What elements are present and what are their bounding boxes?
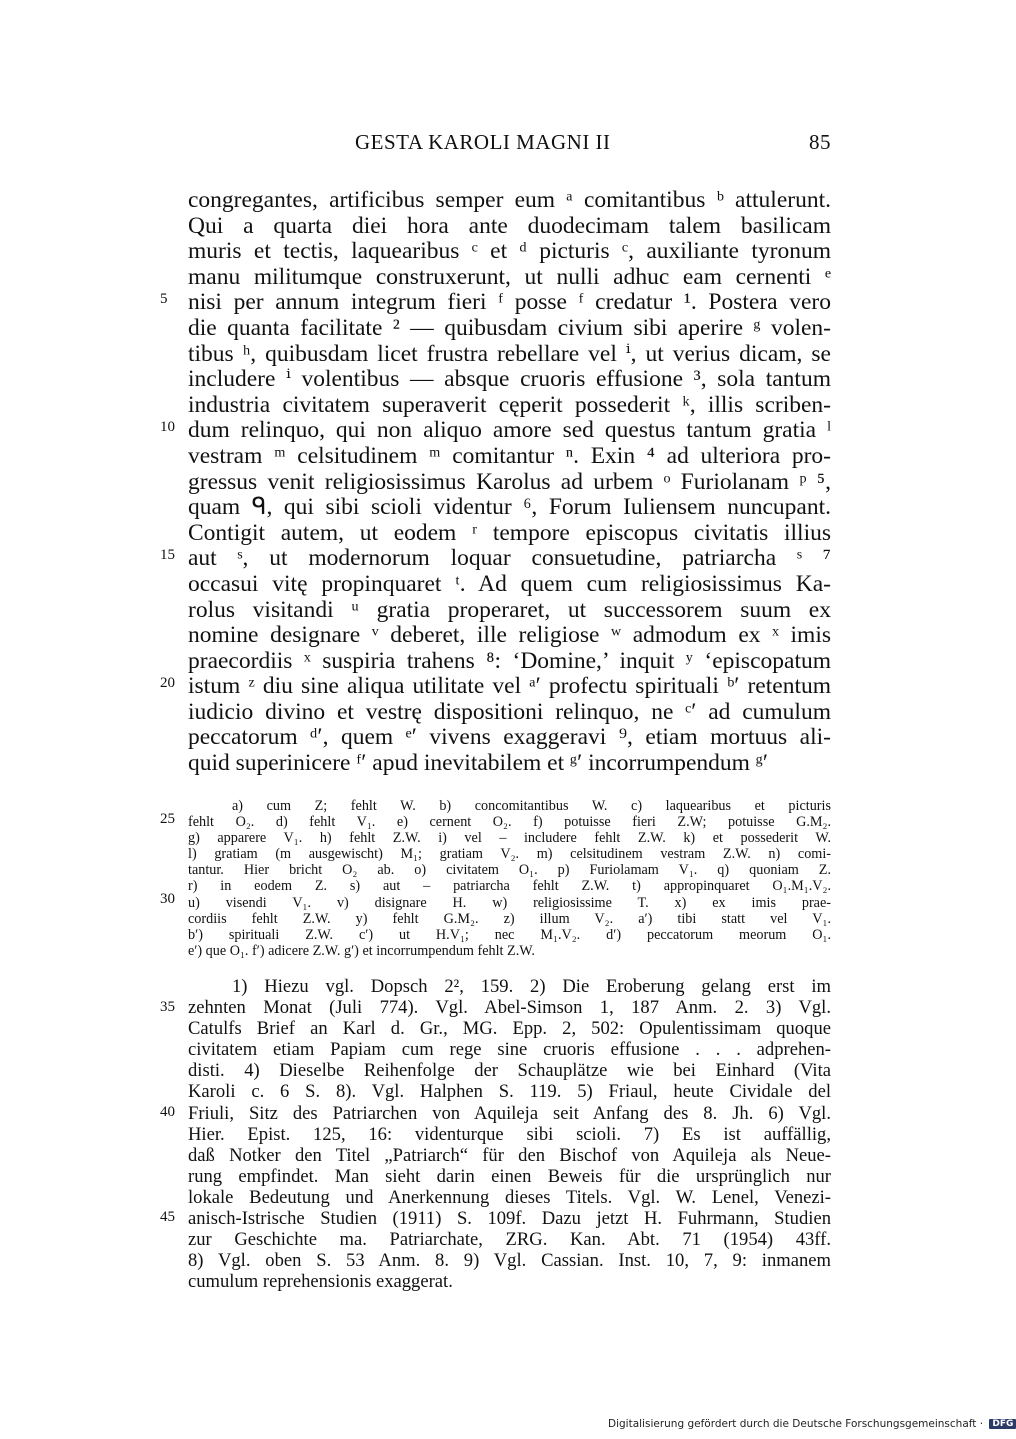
critical-apparatus [188, 798, 831, 959]
text-line: quam ᑫ, qui sibi scioli videntur ⁶, Forum Iuliensem nuncupant. [188, 494, 831, 521]
apparatus-line: l) gratiam (m ausgewischt) M₁; gratiam V₂. m) celsitudinem vestram Z.W. n) comi- [188, 846, 831, 863]
text-line: manu militumque construxerunt, ut nulli adhuc eam cernenti ᵉ [188, 263, 831, 290]
digitization-credit [608, 1418, 1014, 1432]
text-line: istum ᶻ diu sine aliqua utilitate vel ᵃ′ profectu spirituali ᵇ′ retentum [188, 673, 831, 700]
commentary-notes [188, 976, 831, 1292]
credit-text: Digitalisierung gefördert durch die Deutsche Forschungsgemeinschaft · [608, 1418, 984, 1430]
apparatus-line: u) visendi V₁. v) disignare H. w) religiosissime T. x) ex imis prae- [188, 894, 831, 911]
apparatus-line: tantur. Hier bricht O₂ ab. o) civitatem O₁. p) Furiolamam V₁. q) quoniam Z. [188, 862, 831, 879]
text-line: dum relinquo, qui non aliquo amore sed questus tantum gratia ˡ [188, 417, 831, 444]
line-number: 20 [160, 675, 175, 691]
apparatus-line: r) in eodem Z. s) aut – patriarcha fehlt Z.W. t) appropinquaret O₁.M₁.V₂. [188, 878, 831, 895]
line-number: 45 [160, 1209, 175, 1225]
note-line: zur Geschichte ma. Patriarchate, ZRG. Kan. Abt. 71 (1954) 43ff. [188, 1229, 831, 1251]
line-number: 40 [160, 1104, 175, 1120]
running-title: GESTA KAROLI MAGNI II [355, 130, 611, 154]
text-line: iudicio divino et vestrę dispositioni relinquo, ne ᶜ′ ad cumulum [188, 698, 831, 725]
text-line: muris et tectis, laquearibus ᶜ et ᵈ picturis ᶜ, auxiliante tyronum [188, 238, 831, 265]
line-number: 10 [160, 419, 175, 435]
note-line: 8) Vgl. oben S. 53 Anm. 8. 9) Vgl. Cassian. Inst. 10, 7, 9: inmanem [188, 1250, 831, 1272]
running-head [188, 130, 831, 160]
note-line: 1) Hiezu vgl. Dopsch 2², 159. 2) Die Eroberung gelang erst im [232, 976, 831, 997]
text-line: includere ⁱ volentibus — absque cruoris effusione ³, sola tantum [188, 366, 831, 393]
line-number: 30 [160, 891, 175, 907]
note-line: disti. 4) Dieselbe Reihenfolge der Schauplätze wie bei Einhard (Vita [188, 1060, 831, 1082]
text-line: rolus visitandi ᵘ gratia properaret, ut successorem suum ex [188, 596, 831, 623]
line-number: 15 [160, 547, 175, 563]
note-line: Catulfs Brief an Karl d. Gr., MG. Epp. 2, 502: Opulentissimam quoque [188, 1018, 831, 1040]
text-line: aut ˢ, ut modernorum loquar consuetudine, patriarcha ˢ ⁷ [188, 545, 831, 572]
note-line: anisch-Istrische Studien (1911) S. 109f. Dazu jetzt H. Fuhrmann, Studien [188, 1208, 831, 1230]
apparatus-line: a) cum Z; fehlt W. b) concomitantibus W. c) laquearibus et picturis [232, 798, 831, 814]
text-line: nisi per annum integrum fieri ᶠ posse ᶠ credatur ¹. Postera vero [188, 289, 831, 316]
apparatus-line: b′) spirituali Z.W. c′) ut H.V₁; nec M₁.V₂. d′) peccatorum meorum O₁. [188, 926, 831, 943]
main-text [188, 188, 831, 777]
dfg-logo: DFG [989, 1419, 1016, 1429]
note-line: cumulum reprehensionis exaggerat. [188, 1271, 453, 1293]
text-line: Qui a quarta diei hora ante duodecimam talem basilicam [188, 212, 831, 239]
text-line: Contigit autem, ut eodem ʳ tempore episcopus civitatis illius [188, 519, 831, 546]
text-line: tibus ʰ, quibusdam licet frustra rebellare vel ⁱ, ut verius dicam, se [188, 340, 831, 367]
note-line: civitatem etiam Papiam cum rege sine cruoris effusione . . . adprehen- [188, 1039, 831, 1061]
apparatus-line: cordiis fehlt Z.W. y) fehlt G.M₂. z) illum V₂. a′) tibi statt vel V₁. [188, 910, 831, 927]
note-line: daß Notker den Titel „Patriarch“ für den Bischof von Aquileja als Neue- [188, 1144, 831, 1166]
note-line: lokale Bedeutung und Anerkennung dieses Titels. Vgl. W. Lenel, Venezi- [188, 1186, 831, 1208]
line-number: 35 [160, 999, 175, 1015]
page-number: 85 [809, 130, 831, 154]
note-line: Karoli c. 6 S. 8). Vgl. Halphen S. 119. 5) Friaul, heute Cividale del [188, 1081, 831, 1103]
apparatus-line: g) apparere V₁. h) fehlt Z.W. i) vel – includere fehlt Z.W. k) et possederit W. [188, 830, 831, 847]
text-line: quid superinicere ᶠ′ apud inevitabilem et ᵍ′ incorrumpendum ᵍ′ [188, 750, 769, 777]
line-number: 5 [160, 291, 168, 307]
apparatus-line: fehlt O₂. d) fehlt V₁. e) cernent O₂. f) potuisse fieri Z.W; potuisse G.M₂. [188, 814, 831, 831]
note-line: zehnten Monat (Juli 774). Vgl. Abel-Simson 1, 187 Anm. 2. 3) Vgl. [188, 997, 831, 1019]
text-line: industria civitatem superaverit cęperit possederit ᵏ, illis scriben- [188, 391, 831, 418]
line-number: 25 [160, 811, 175, 827]
text-line: occasui vitę propinquaret ᵗ. Ad quem cum religiosissimus Ka- [188, 570, 831, 597]
note-line: Hier. Epist. 125, 16: videnturque sibi scioli. 7) Es ist auffällig, [188, 1123, 831, 1145]
text-line: nomine designare ᵛ deberet, ille religiose ʷ admodum ex ˣ imis [188, 622, 831, 649]
text-line: vestram ᵐ celsitudinem ᵐ comitantur ⁿ. Exin ⁴ ad ulteriora pro- [188, 442, 831, 469]
note-line: Friuli, Sitz des Patriarchen von Aquileja seit Anfang des 8. Jh. 6) Vgl. [188, 1102, 831, 1124]
note-line: rung empfindet. Man sieht darin einen Beweis für die ursprünglich nur [188, 1165, 831, 1187]
text-line: gressus venit religiosissimus Karolus ad urbem ᵒ Furiolanam ᵖ ⁵, [188, 468, 831, 495]
text-line: congregantes, artificibus semper eum ᵃ comitantibus ᵇ attulerunt. [188, 187, 831, 213]
text-line: peccatorum ᵈ′, quem ᵉ′ vivens exaggeravi ⁹, etiam mortuus ali- [188, 724, 831, 751]
text-line: praecordiis ˣ suspiria trahens ⁸: ‘Domine,’ inquit ʸ ‘episcopatum [188, 647, 831, 674]
apparatus-line: e′) que O₁. f′) adicere Z.W. g′) et incorrumpendum fehlt Z.W. [188, 942, 535, 959]
text-line: die quanta facilitate ² — quibusdam civium sibi aperire ᵍ volen- [188, 314, 831, 341]
